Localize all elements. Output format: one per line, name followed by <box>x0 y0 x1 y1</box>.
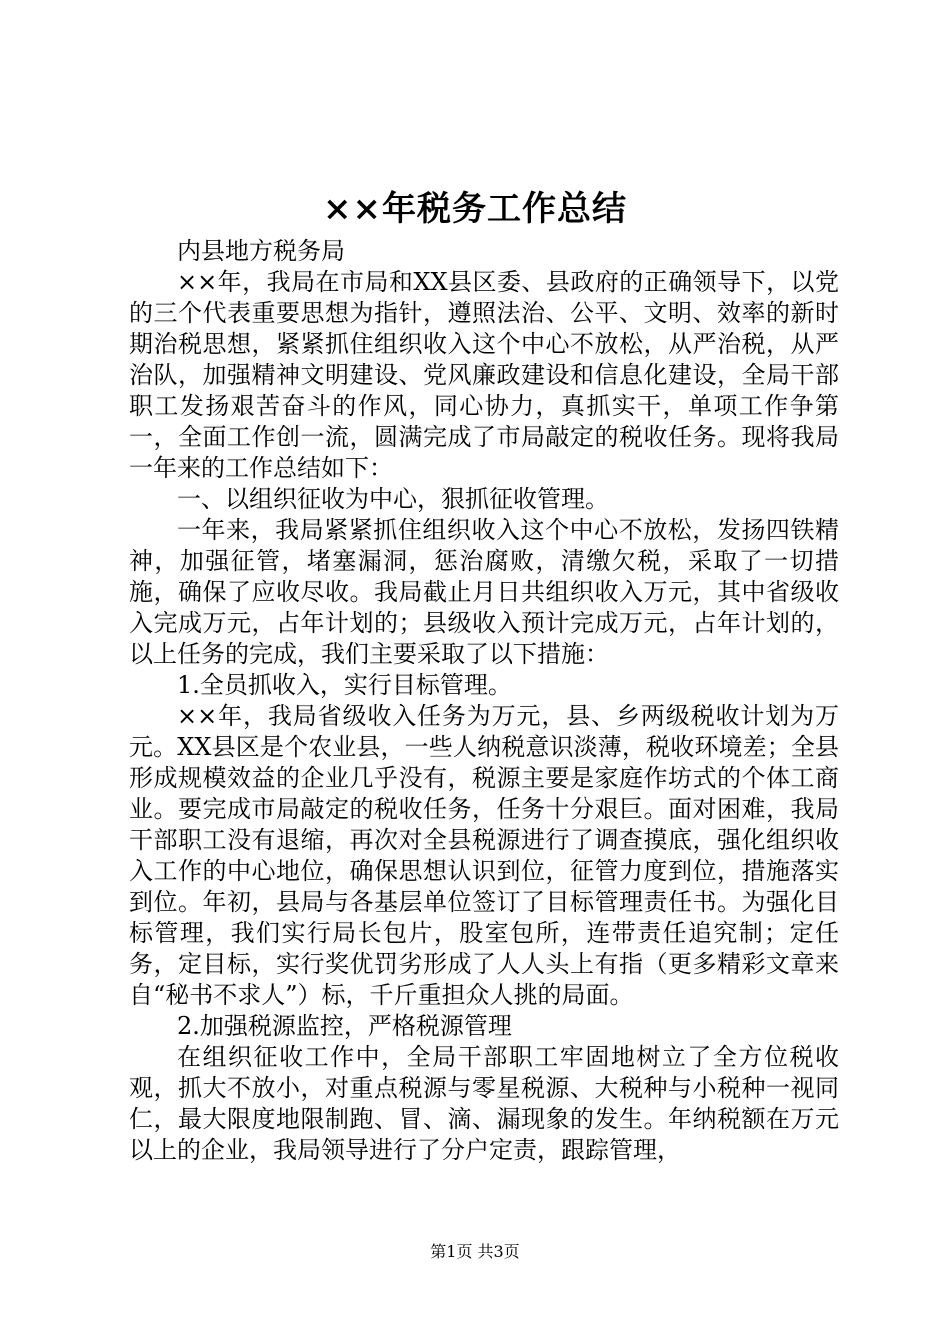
document-title: ××年税务工作总结 <box>323 189 627 229</box>
paragraph-subsection-2: 在组织征收工作中，全局干部职工牢固地树立了全方位税收观，抓大不放小，对重点税源与零星税源、大税种与小税种一视同仁，最大限度地限制跑、冒、滴、漏现象的发生。年纳税额在万元以上的企业，我局领导进行了分户定责，跟踪管理， <box>129 1043 839 1164</box>
document-body <box>129 236 839 1166</box>
section-heading-1: 一、以组织征收为中心，狠抓征收管理。 <box>177 485 609 513</box>
page-number-footer: 第1页 共3页 <box>430 1242 520 1261</box>
paragraph-subsection-1: ××年，我局省级收入任务为万元，县、乡两级税收计划为万元。XX县区是个农业县，一些人纳税意识淡薄，税收环境差；全县形成规模效益的企业几乎没有，税源主要是家庭作坊式的个体工商业。要完成市局敲定的税收任务，任务十分艰巨。面对困难，我局干部职工没有退缩，再次对全县税源进行了调查摸底，强化组织收入工作的中心地位，确保思想认识到位，征管力度到位，措施落实到位。年初，县局与各基层单位签订了目标管理责任书。为强化目标管理，我们实行局长包片，股室包所，连带责任追究制；定任务，定目标，实行奖优罚劣形成了人人头上有指（更多精彩文章来自“秘书不求人”）标，千斤重担众人挑的局面。 <box>129 702 839 1009</box>
subheading-1: 1.全员抓收入，实行目标管理。 <box>177 671 512 699</box>
subheading-2: 2.加强税源监控，严格税源管理 <box>177 1012 512 1040</box>
paragraph-intro: ××年，我局在市局和XX县区委、县政府的正确领导下，以党的三个代表重要思想为指针，遵照法治、公平、文明、效率的新时期治税思想，紧紧抓住组织收入这个中心不放松，从严治税，从严治队，加强精神文明建设、党风廉政建设和信息化建设，全局干部职工发扬艰苦奋斗的作风，同心协力，真抓实干，单项工作争第一，全面工作创一流，圆满完成了市局敲定的税收任务。现将我局一年来的工作总结如下： <box>129 268 839 482</box>
issuer-line: 内县地方税务局 <box>177 237 345 265</box>
paragraph-section-1: 一年来，我局紧紧抓住组织收入这个中心不放松，发扬四铁精神，加强征管，堵塞漏洞，惩治腐败，清缴欠税，采取了一切措施，确保了应收尽收。我局截止月日共组织收入万元，其中省级收入完成万元，占年计划的；县级收入预计完成万元，占年计划的，以上任务的完成，我们主要采取了以下措施： <box>129 516 839 668</box>
